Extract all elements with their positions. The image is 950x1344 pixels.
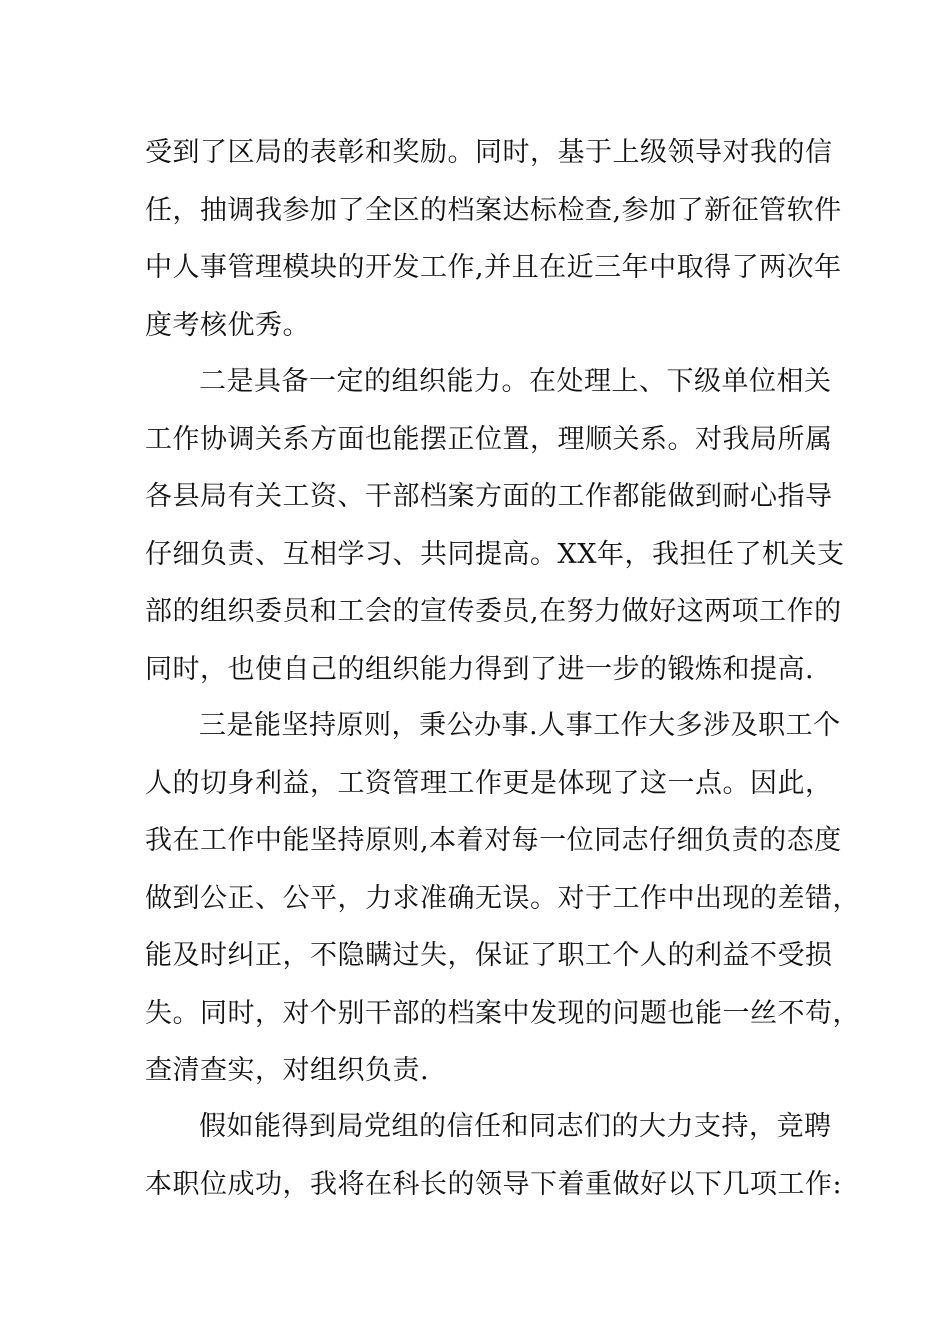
text-line: 各县局有关工资、干部档案方面的工作都能做到耐心指导 xyxy=(145,481,833,512)
text-line: 二是具备一定的组织能力。在处理上、下级单位相关 xyxy=(199,366,832,397)
paragraph-future-work xyxy=(145,1098,843,1213)
text-line: 同时，也使自己的组织能力得到了进一步的锻炼和提高. xyxy=(145,653,815,685)
text-line: 工作协调关系方面也能摆正位置，理顺关系。对我局所属 xyxy=(145,423,833,455)
text-line: 能及时纠正，不隐瞒过失，保证了职工个人的利益不受损 xyxy=(145,940,833,971)
paragraph-commendation xyxy=(145,124,842,354)
text-line: 人的切身利益，工资管理工作更是体现了这一点。因此， xyxy=(145,767,833,799)
text-line: 查清查实，对组织负责. xyxy=(145,1055,430,1086)
text-line: 中人事管理模块的开发工作,并且在近三年中取得了两次年 xyxy=(145,252,842,283)
paragraph-organization-ability xyxy=(145,353,845,698)
text-line: 度考核优秀。 xyxy=(145,309,310,341)
text-line: 本职位成功，我将在科长的领导下着重做好以下几项工作: xyxy=(145,1168,843,1200)
text-line: 仔细负责、互相学习、共同提高。XX年，我担任了机关支 xyxy=(145,538,845,570)
text-line: 三是能坚持原则，秉公办事.人事工作大多涉及职工个 xyxy=(199,710,841,741)
text-line: 我在工作中能坚持原则,本着对每一位同志仔细负责的态度 xyxy=(145,825,842,856)
text-line: 受到了区局的表彰和奖励。同时，基于上级领导对我的信 xyxy=(145,137,833,168)
text-line: 失。同时，对个别干部的档案中发现的问题也能一丝不苟， xyxy=(145,997,860,1029)
paragraph-principles xyxy=(145,697,860,1100)
text-line: 部的组织委员和工会的宣传委员,在努力做好这两项工作的 xyxy=(145,596,842,627)
text-line: 任，抽调我参加了全区的档案达标检查,参加了新征管软件 xyxy=(145,194,842,226)
text-line: 做到公正、公平，力求准确无误。对于工作中出现的差错， xyxy=(145,882,860,914)
text-line: 假如能得到局党组的信任和同志们的大力支持，竞聘 xyxy=(199,1111,832,1142)
